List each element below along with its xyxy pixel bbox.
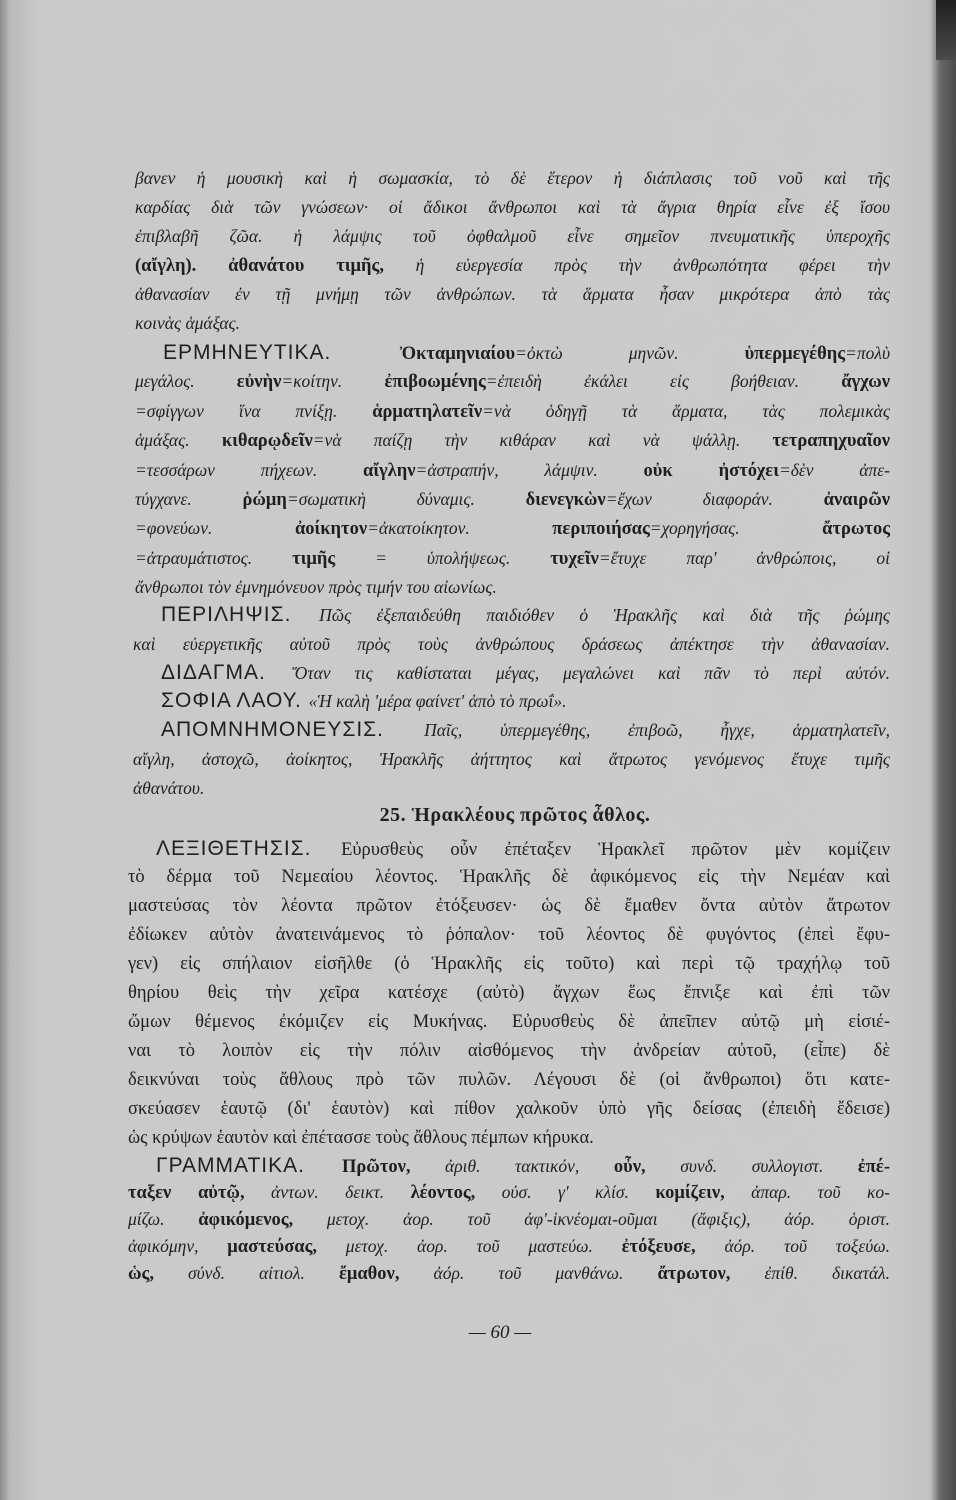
gloss-text: =πολὺ xyxy=(845,343,890,363)
body-text: ἐδίωκεν αὐτὸν ἀνατεινάμενος τὸ ῥόπαλον· τοῦ λέοντος δὲ φυγόντος (ἐπεὶ ἔφυ- xyxy=(128,925,890,945)
lemma-term: αἴγλην xyxy=(362,460,416,481)
body-text: ναι τὸ λοιπὸν εἰς τὴν πόλιν αἰσθόμενος τὴν ἀνδρείαν αὐτοῦ, (εἶπε) δὲ xyxy=(128,1041,890,1061)
section-label: ΠΕΡΙΛΗΨΙΣ. xyxy=(161,603,320,626)
gloss-text: Παῖς, ὑπερμεγέθης, ἐπιβοῶ, ἦγχε, ἁρματηλατεῖν, xyxy=(424,720,890,741)
gloss-text: ἀόρ. τοῦ τοξεύω. xyxy=(695,1236,890,1256)
gloss-text: =κοίτην. xyxy=(281,371,385,392)
lemma-term: ἐπέ- xyxy=(857,1157,890,1177)
gloss-text: =νὰ ὁδηγῇ τὰ ἅρματα, τὰς πολεμικὰς xyxy=(482,400,890,421)
lemma-term: κομίζειν, xyxy=(655,1183,725,1203)
gloss-text: αἴγλη, ἀστοχῶ, ἀοίκητος, Ἡρακλῆς ἀήττητος καὶ ἄτρωτος γενόμενος ἔτυχε τιμῆς xyxy=(133,748,890,769)
gloss-text: βανεν ἡ μουσικὴ καὶ ἡ σωμασκία, τὸ δὲ ἕτερον ἡ διάπλασις τοῦ νοῦ καὶ τῆς xyxy=(135,168,890,188)
text-line xyxy=(135,544,890,573)
text-line xyxy=(128,921,890,950)
gloss-text: =ἔχων διαφοράν. xyxy=(605,488,824,509)
text-line xyxy=(135,222,890,251)
gloss-text: μετοχ. ἀορ. τοῦ μαστεύω. xyxy=(317,1236,622,1256)
gloss-text: οὐσ. γ' κλίσ. xyxy=(475,1182,656,1202)
text-line xyxy=(133,687,890,716)
text-line xyxy=(128,950,890,979)
text-line xyxy=(128,979,890,1008)
gloss-text: Ὅταν τις καθίσταται μέγας, μεγαλώνει καὶ πᾶν τὸ περὶ αὐτόν. xyxy=(292,662,891,683)
lemma-term: τυχεῖν xyxy=(550,548,599,569)
lemma-term: ἀφικόμενος, xyxy=(198,1210,294,1230)
gloss-text: =ἔτυχε παρ' ἀνθρώποις, οἱ xyxy=(598,547,891,568)
section-label: ΣΟΦΙΑ ΛΑΟΥ. xyxy=(161,689,309,713)
text-line xyxy=(135,367,890,396)
gloss-text: =τεσσάρων πήχεων. xyxy=(135,459,363,480)
text-line xyxy=(135,573,890,602)
text-line xyxy=(128,1206,890,1233)
page-number: — 60 — xyxy=(468,1322,532,1343)
lemma-term: (αἴγλη). ἀθανάτου τιμῆς, xyxy=(135,256,384,276)
gloss-text: καρδίας διὰ τῶν γνώσεων· οἱ ἄδικοι ἄνθρωποι καὶ τὰ ἄγρια θηρία εἶνε ἐξ ἴσου xyxy=(135,197,890,217)
body-text: τὸ δέρμα τοῦ Νεμεαίου λέοντος. Ἡρακλῆς δὲ ἀφικόμενος εἰς τὴν Νεμέαν καὶ xyxy=(128,867,890,887)
lemma-term: τετραπηχυαῖον xyxy=(772,431,891,452)
text-line xyxy=(128,1152,890,1179)
lemma-term: ῥώμη xyxy=(242,489,287,510)
text-line xyxy=(128,1260,890,1287)
text-line xyxy=(128,1095,890,1124)
text-line xyxy=(135,514,890,543)
text-line xyxy=(128,1037,890,1066)
text-line xyxy=(133,630,890,659)
gloss-text: συνδ. συλλογιστ. xyxy=(645,1156,858,1176)
text-line xyxy=(128,863,890,892)
text-line xyxy=(128,1233,890,1260)
gloss-text: ἐπιβλαβῆ ζῶα. ἡ λάμψις τοῦ ὀφθαλμοῦ εἶνε σημεῖον πνευματικῆς ὑπεροχῆς xyxy=(135,226,890,246)
lemma-term: Πρῶτον, xyxy=(342,1157,411,1177)
lemma-term: ἀναιρῶν xyxy=(823,489,890,510)
text-line xyxy=(135,251,890,280)
gloss-text: ἀριθ. τακτικόν, xyxy=(410,1156,614,1176)
gloss-text: =ἀστραπήν, λάμψιν. xyxy=(415,459,644,480)
gloss-text: =ὀκτὼ μηνῶν. xyxy=(515,343,745,363)
lemma-term: ἐτόξευσε, xyxy=(621,1237,696,1257)
gloss-text: ἀθανασίαν ἐν τῇ μνήμῃ τῶν ἀνθρώπων. τὰ ἅρματα ἦσαν μικρότερα ἀπὸ τὰς xyxy=(135,284,890,304)
body-text: ὤμων θέμενος ἐκόμιζεν εἰς Μυκήνας. Εὐρυσθεὺς δὲ ἀπεῖπεν αὐτῷ μὴ εἰσιέ- xyxy=(128,1012,890,1032)
gloss-text: =ἀκατοίκητον. xyxy=(367,518,553,539)
body-text: ὡς κρύψων ἑαυτὸν καὶ ἐπέτασσε τοὺς ἄθλους πέμπων κήρυκα. xyxy=(128,1128,594,1148)
lemma-term: διενεγκὼν xyxy=(525,489,606,510)
gloss-text: =δὲν ἀπε- xyxy=(778,459,890,480)
lemma-term: ἁρματηλατεῖν xyxy=(372,401,483,422)
gloss-text: =σφίγγων ἵνα πνίξῃ. xyxy=(135,400,373,421)
gloss-text: =χορηγήσας. xyxy=(649,518,823,539)
text-line xyxy=(135,397,890,426)
lemma-term: μαστεύσας, xyxy=(227,1237,318,1257)
body-text: θηρίου θεὶς τὴν χεῖρα κατέσχε (αὐτὸ) ἄγχων ἕως ἔπνιξε καὶ ἐπὶ τῶν xyxy=(128,983,890,1003)
gloss-text: =ἀτραυμάτιστος. xyxy=(135,547,293,568)
gloss-text: =νὰ παίζῃ τὴν κιθάραν καὶ νὰ ψάλλῃ. xyxy=(312,430,773,451)
gloss-text: μεγάλος. xyxy=(135,371,237,392)
section-summary-lessons xyxy=(133,601,890,803)
lemma-term: οὖν, xyxy=(613,1157,646,1177)
body-text: γεν) εἰς σπήλαιον εἰσῆλθε (ὁ Ἡρακλῆς εἰς τοῦτο) καὶ περὶ τῷ τραχήλῳ τοῦ xyxy=(128,954,890,974)
gloss-text: ἀντων. δεικτ. xyxy=(244,1182,411,1202)
text-line xyxy=(135,456,890,485)
text-line xyxy=(128,1066,890,1095)
gloss-text: ἀόρ. τοῦ μανθάνω. xyxy=(399,1263,658,1283)
gloss-text: κοινὰς ἁμάξας. xyxy=(135,313,241,333)
scan-edge xyxy=(936,0,956,60)
section-label: ΛΕΞΙΘΕΤΗΣΙΣ. xyxy=(156,837,342,860)
text-line xyxy=(135,485,890,514)
lemma-term: εὐνὴν xyxy=(236,372,282,393)
gloss-text: μίζω. xyxy=(128,1209,199,1229)
section-label: ΕΡΜΗΝΕΥΤΙΚΑ. xyxy=(163,341,400,364)
gloss-text: =φονεύων. xyxy=(135,518,295,539)
lemma-term: ὡς, xyxy=(128,1264,154,1284)
gloss-text: =ἐπειδὴ ἐκάλει εἰς βοήθειαν. xyxy=(485,371,842,392)
text-line xyxy=(128,1124,890,1153)
lemma-term: ἔμαθον, xyxy=(338,1264,400,1284)
text-line xyxy=(133,659,890,688)
gloss-text: ἀθανάτου. xyxy=(133,777,205,798)
section-label: ΑΠΟΜΝΗΜΟΝΕΥΣΙΣ. xyxy=(161,718,425,742)
text-line xyxy=(135,338,890,367)
lemma-term: ἄτρωτον, xyxy=(657,1264,731,1284)
body-text: μαστεύσας τὸν λέοντα πρῶτον ἐτόξευσεν· ὡς δὲ ἔμαθεν ὄντα αὐτὸν ἄτρωτον xyxy=(128,896,890,916)
lemma-term: ταξεν αὐτῷ, xyxy=(128,1183,245,1203)
gloss-text: ἐπίθ. δικατάλ. xyxy=(730,1263,890,1283)
text-line xyxy=(135,426,890,455)
body-text: Εὐρυσθεὺς οὖν ἐπέταξεν Ἡρακλεῖ πρῶτον μὲν κομίζειν xyxy=(341,840,890,860)
body-text: δεικνύναι τοὺς ἄθλους πρὸ τῶν πυλῶν. Λέγουσι δὲ (οἱ ἄνθρωποι) ὅτι κατε- xyxy=(128,1070,890,1090)
gloss-text: Πῶς ἐξεπαιδεύθη παιδιόθεν ὁ Ἡρακλῆς καὶ διὰ τῆς ῥώμης xyxy=(319,605,890,625)
text-line xyxy=(133,716,890,745)
gloss-text: μετοχ. ἀορ. τοῦ ἀφ'-ἱκνέομαι-οῦμαι (ἄφιξις), ἀόρ. ὁριστ. xyxy=(293,1209,890,1229)
lemma-term: ἄγχων xyxy=(841,372,890,393)
gloss-text: ἀπαρ. τοῦ κο- xyxy=(724,1182,891,1202)
lemma-term: ὑπερμεγέθης xyxy=(744,344,846,364)
text-line xyxy=(135,164,890,193)
paragraph-intro xyxy=(135,164,890,338)
lemma-term: ἐπιβοωμένης xyxy=(384,372,486,393)
lemma-term: λέοντος, xyxy=(410,1183,476,1203)
text-line xyxy=(133,745,890,774)
text-line xyxy=(135,309,890,338)
gloss-text: καὶ εὐεργετικῆς αὐτοῦ πρὸς τοὺς ἀνθρώπους δράσεως ἀπέκτησε τὴν ἀθανασίαν. xyxy=(133,633,890,654)
lemma-term: περιποιήσας xyxy=(552,519,650,540)
gloss-text: ἁμάξας. xyxy=(135,430,222,451)
gloss-text: «Ἡ καλὴ 'μέρα φαίνετ' ἀπὸ τὸ πρωΐ». xyxy=(308,691,567,712)
text-line xyxy=(128,1008,890,1037)
lemma-term: οὐκ ἠστόχει xyxy=(643,460,779,481)
section-label: ΓΡΑΜΜΑΤΙΚΑ. xyxy=(156,1154,342,1177)
gloss-text: = ὑπολήψεως. xyxy=(335,547,551,568)
gloss-text: ἡ εὐεργεσία πρὸς τὴν ἀνθρωπότητα φέρει τὴν xyxy=(383,255,890,275)
gloss-text: ἀφικόμην, xyxy=(128,1236,228,1256)
text-line xyxy=(133,601,890,630)
chapter-heading: 25. Ἡρακλέους πρῶτος ἆθλος. xyxy=(379,804,651,826)
lemma-term: Ὀκταμηνιαίου xyxy=(399,344,516,364)
section-grammatika xyxy=(128,1152,890,1287)
section-label: ΔΙΔΑΓΜΑ. xyxy=(161,660,293,684)
text-line xyxy=(128,892,890,921)
text-line xyxy=(133,774,890,803)
text-line xyxy=(128,1179,890,1206)
gloss-text: ἄνθρωποι τὸν ἐμνημόνευον πρὸς τιμήν του αἰωνίως. xyxy=(135,577,497,598)
lemma-term: τιμῆς xyxy=(292,548,336,569)
section-ermineutika xyxy=(135,338,890,603)
lemma-term: ἄτρωτος xyxy=(822,519,891,540)
body-text: σκεύασεν ἑαυτῷ (δι' ἑαυτὸν) καὶ πίθον χαλκοῦν ὑπὸ γῆς δείσας (ἐπειδὴ ἔδεισε) xyxy=(128,1099,890,1119)
gloss-text: =σωματικὴ δύναμις. xyxy=(286,488,526,509)
gloss-text: τύγχανε. xyxy=(135,488,243,509)
text-line xyxy=(135,280,890,309)
text-line xyxy=(135,193,890,222)
lemma-term: ἀοίκητον xyxy=(294,519,368,540)
lemma-term: κιθαρῳδεῖν xyxy=(221,431,313,452)
section-lexithetisis xyxy=(128,834,890,1153)
text-line xyxy=(128,834,890,863)
gloss-text: σύνδ. αἰτιολ. xyxy=(153,1263,339,1283)
